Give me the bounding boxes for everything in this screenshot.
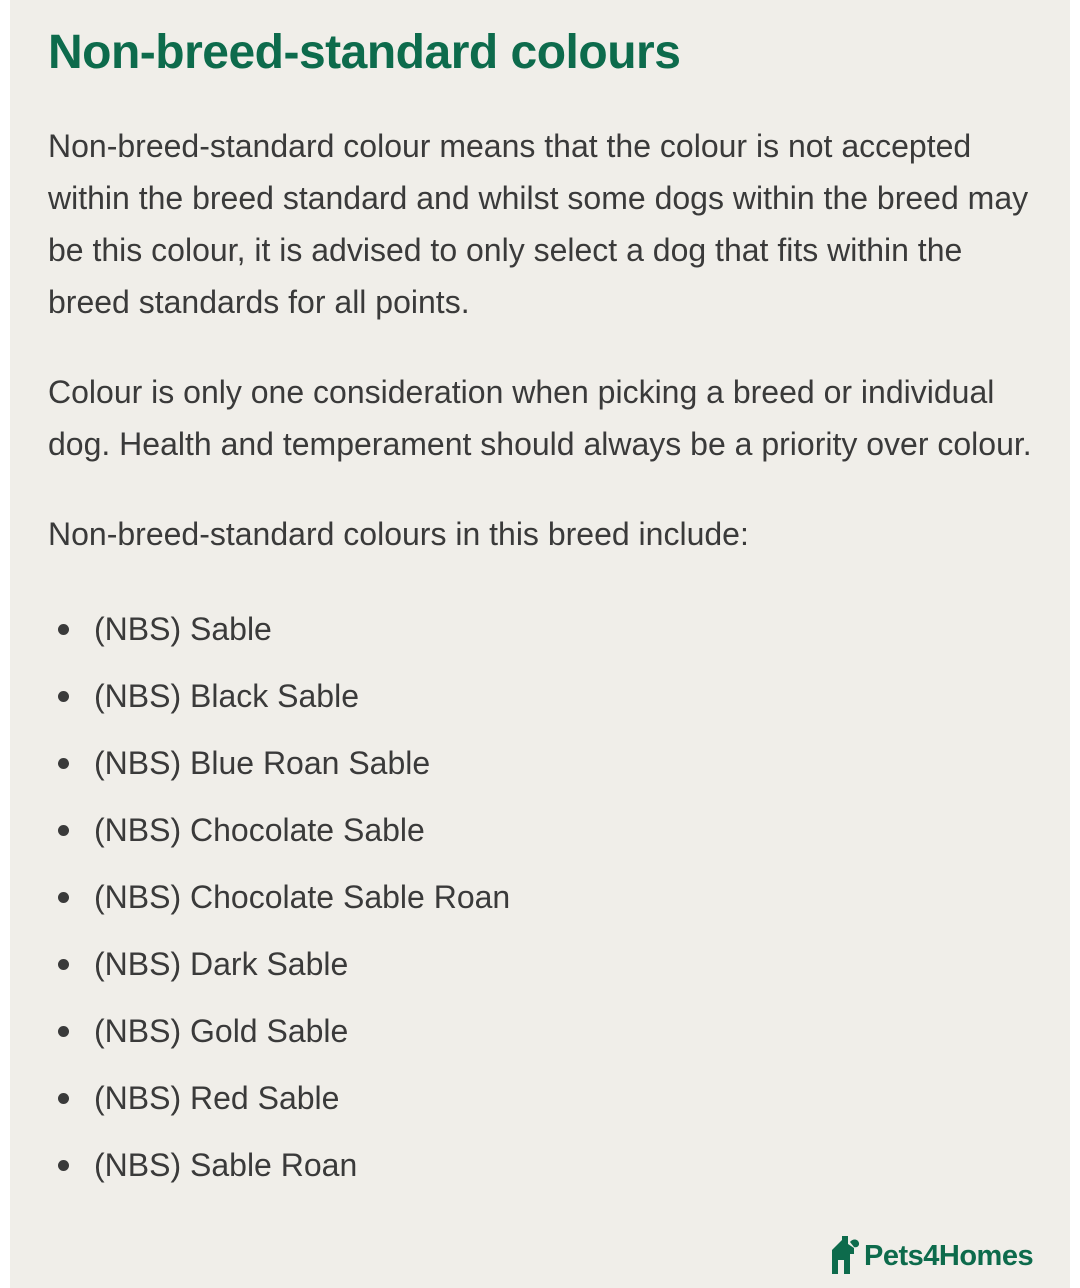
page-background: [10, 0, 1070, 1288]
list-item: [48, 998, 1048, 1065]
list-item-label: (NBS) Chocolate Sable: [94, 812, 425, 848]
house-dog-icon: [828, 1234, 862, 1274]
pets4homes-logo: [828, 1226, 1033, 1274]
bullet-icon: [58, 1160, 69, 1171]
list-item: [48, 797, 1048, 864]
list-item: [48, 596, 1048, 663]
colour-list: [48, 596, 1048, 1199]
paragraph-list-intro: Non-breed-standard colours in this breed include:: [48, 516, 749, 552]
section-heading: Non-breed-standard colours: [48, 26, 681, 79]
list-item: [48, 864, 1048, 931]
list-item-label: (NBS) Black Sable: [94, 678, 359, 714]
bullet-icon: [58, 624, 69, 635]
bullet-icon: [58, 1026, 69, 1037]
list-item-label: (NBS) Sable Roan: [94, 1147, 358, 1183]
bullet-icon: [58, 825, 69, 836]
paragraph-consideration: Colour is only one consideration when picking a breed or individual dog. Health and temperament should always be a priority over colour.: [48, 374, 1032, 462]
list-item-label: (NBS) Dark Sable: [94, 946, 349, 982]
list-item-label: (NBS) Sable: [94, 611, 272, 647]
list-item: [48, 730, 1048, 797]
paragraph-definition: Non-breed-standard colour means that the colour is not accepted within the breed standard and whilst some dogs within the breed may be this colour, it is advised to only select a dog that fits within the breed standards for all points.: [48, 128, 1029, 320]
bullet-icon: [58, 758, 69, 769]
list-item: [48, 1065, 1048, 1132]
list-item: [48, 663, 1048, 730]
article-content: [48, 22, 1048, 1199]
logo-text: Pets4Homes: [864, 1240, 1034, 1272]
list-item-label: (NBS) Blue Roan Sable: [94, 745, 431, 781]
bullet-icon: [58, 959, 69, 970]
list-item-label: (NBS) Gold Sable: [94, 1013, 349, 1049]
list-item-label: (NBS) Red Sable: [94, 1080, 340, 1116]
list-item: [48, 1132, 1048, 1199]
bullet-icon: [58, 691, 69, 702]
list-item: [48, 931, 1048, 998]
bullet-icon: [58, 1093, 69, 1104]
bullet-icon: [58, 892, 69, 903]
list-item-label: (NBS) Chocolate Sable Roan: [94, 879, 511, 915]
